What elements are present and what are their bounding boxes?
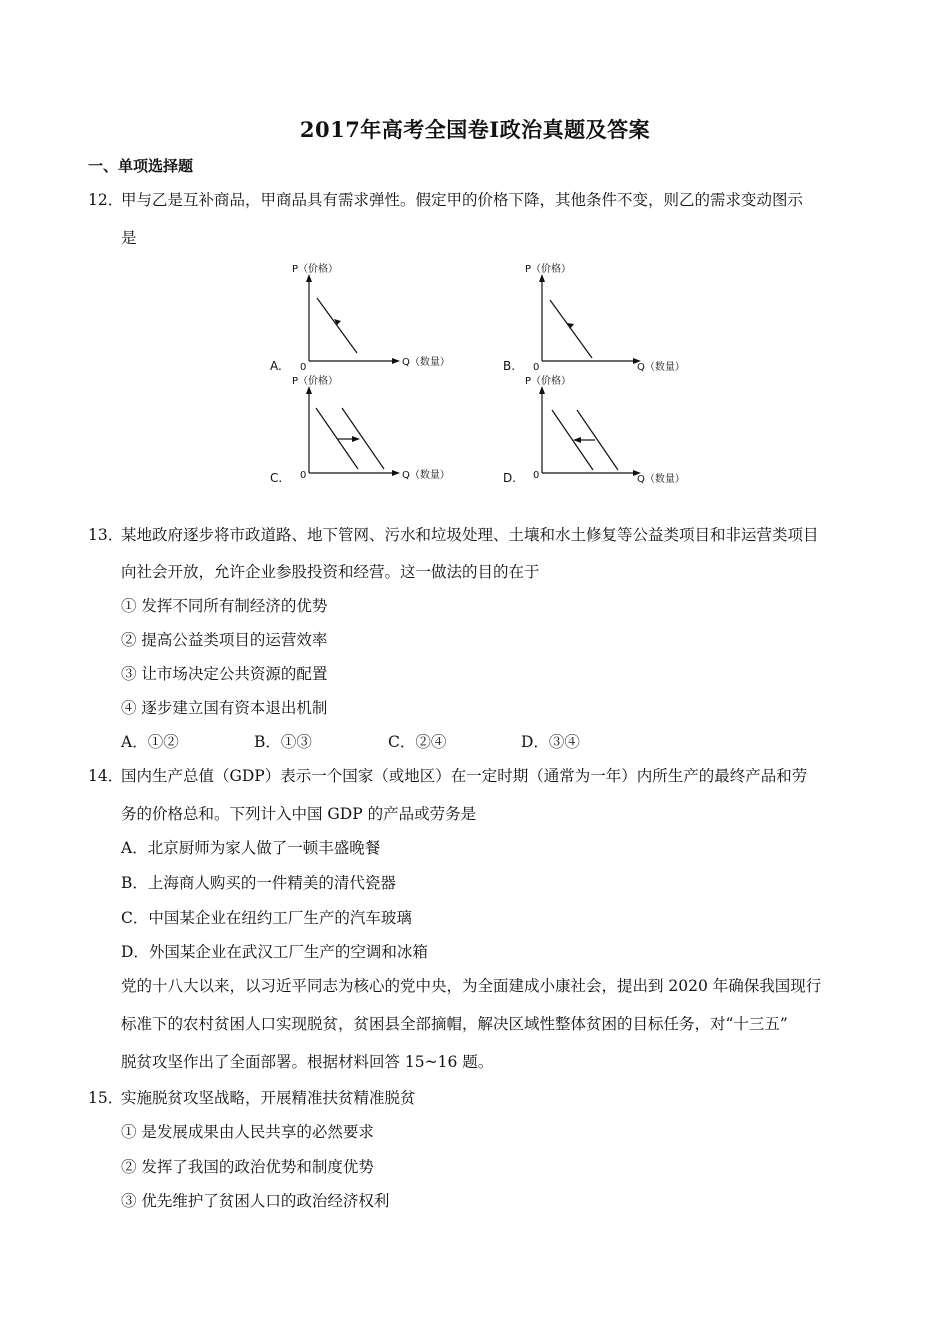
- material-line-2: 标准下的农村贫困人口实现脱贫，贫困县全部摘帽，解决区域性整体贫困的目标任务，对“十三五”: [121, 1015, 788, 1033]
- graph-letter: B.: [503, 359, 516, 373]
- question-13-stem-line2: 向社会开放，允许企业参股投资和经营。这一做法的目的在于: [121, 563, 540, 581]
- graph-a: [262, 258, 462, 373]
- question-15-item-1: ① 是发展成果由人民共享的必然要求: [121, 1123, 374, 1141]
- graph-letter: D.: [503, 471, 517, 485]
- question-15-item-2: ② 发挥了我国的政治优势和制度优势: [121, 1158, 374, 1176]
- price-axis-label: P（价格）: [525, 264, 572, 275]
- origin-label: 0: [533, 362, 540, 373]
- question-14-option-c: C．中国某企业在纽约工厂生产的汽车玻璃: [121, 909, 412, 927]
- question-13-item-1: ① 发挥不同所有制经济的优势: [121, 597, 328, 615]
- question-13-stem-line1: 某地政府逐步将市政道路、地下管网、污水和垃圾处理、土壤和水土修复等公益类项目和非运营类项目: [121, 526, 819, 544]
- origin-label: 0: [300, 362, 307, 373]
- page-title: 2017年高考全国卷Ⅰ政治真题及答案: [299, 117, 651, 142]
- question-13-option-a: A．①②: [121, 733, 179, 751]
- quantity-axis-label: Q（数量）: [402, 470, 450, 481]
- question-12-stem-line2: 是: [121, 229, 137, 247]
- question-14-option-d: D．外国某企业在武汉工厂生产的空调和冰箱: [121, 943, 428, 961]
- movement-arrow: [567, 323, 574, 329]
- graph-letter: C.: [270, 471, 283, 485]
- question-13-item-4: ④ 逐步建立国有资本退出机制: [121, 699, 328, 717]
- question-15-item-3: ③ 优先维护了贫困人口的政治经济权利: [121, 1192, 390, 1210]
- graph-letter: A.: [270, 359, 282, 373]
- question-13-option-b: B．①③: [254, 733, 312, 751]
- origin-label: 0: [300, 470, 307, 481]
- question-13-option-c: C．②④: [388, 733, 447, 751]
- quantity-axis-label: Q（数量）: [637, 362, 685, 373]
- question-15-number: 15．: [88, 1089, 124, 1107]
- quantity-axis-label: Q（数量）: [637, 474, 685, 485]
- section-heading: 一、单项选择题: [88, 157, 194, 175]
- question-13-item-3: ③ 让市场决定公共资源的配置: [121, 665, 328, 683]
- question-12-number: 12．: [88, 191, 124, 209]
- question-14-stem-line1: 国内生产总值（GDP）表示一个国家（或地区）在一定时期（通常为一年）内所生产的最终产品和劳: [121, 767, 808, 785]
- price-axis-label: P（价格）: [292, 376, 339, 387]
- price-axis-label: P（价格）: [525, 376, 572, 387]
- origin-label: 0: [533, 470, 540, 481]
- question-12-stem-line1: 甲与乙是互补商品，甲商品具有需求弹性。假定甲的价格下降，其他条件不变，则乙的需求变动图示: [121, 191, 804, 209]
- demand-curve: [317, 298, 357, 353]
- question-14-stem-line2: 务的价格总和。下列计入中国 GDP 的产品或劳务是: [121, 805, 477, 823]
- material-line-3: 脱贫攻坚作出了全面部署。根据材料回答 15~16 题。: [121, 1053, 494, 1071]
- material-line-1: 党的十八大以来，以习近平同志为核心的党中央，为全面建成小康社会，提出到 2020 年确保我国现行: [121, 977, 822, 995]
- question-14-option-b: B．上海商人购买的一件精美的清代瓷器: [121, 874, 396, 892]
- question-14-number: 14．: [88, 767, 124, 785]
- demand-curve: [550, 300, 592, 358]
- question-15-stem: 实施脱贫攻坚战略，开展精准扶贫精准脱贫: [121, 1089, 416, 1107]
- graph-d: [495, 372, 695, 487]
- shift-right-arrow: [352, 436, 360, 442]
- question-14-option-a: A．北京厨师为家人做了一顿丰盛晚餐: [121, 839, 381, 857]
- graph-b: [495, 258, 695, 373]
- question-13-option-d: D．③④: [521, 733, 580, 751]
- question-13-item-2: ② 提高公益类项目的运营效率: [121, 631, 328, 649]
- graph-c: [262, 372, 462, 487]
- question-13-number: 13．: [88, 526, 124, 544]
- quantity-axis-label: Q（数量）: [402, 357, 450, 368]
- price-axis-label: P（价格）: [292, 264, 339, 275]
